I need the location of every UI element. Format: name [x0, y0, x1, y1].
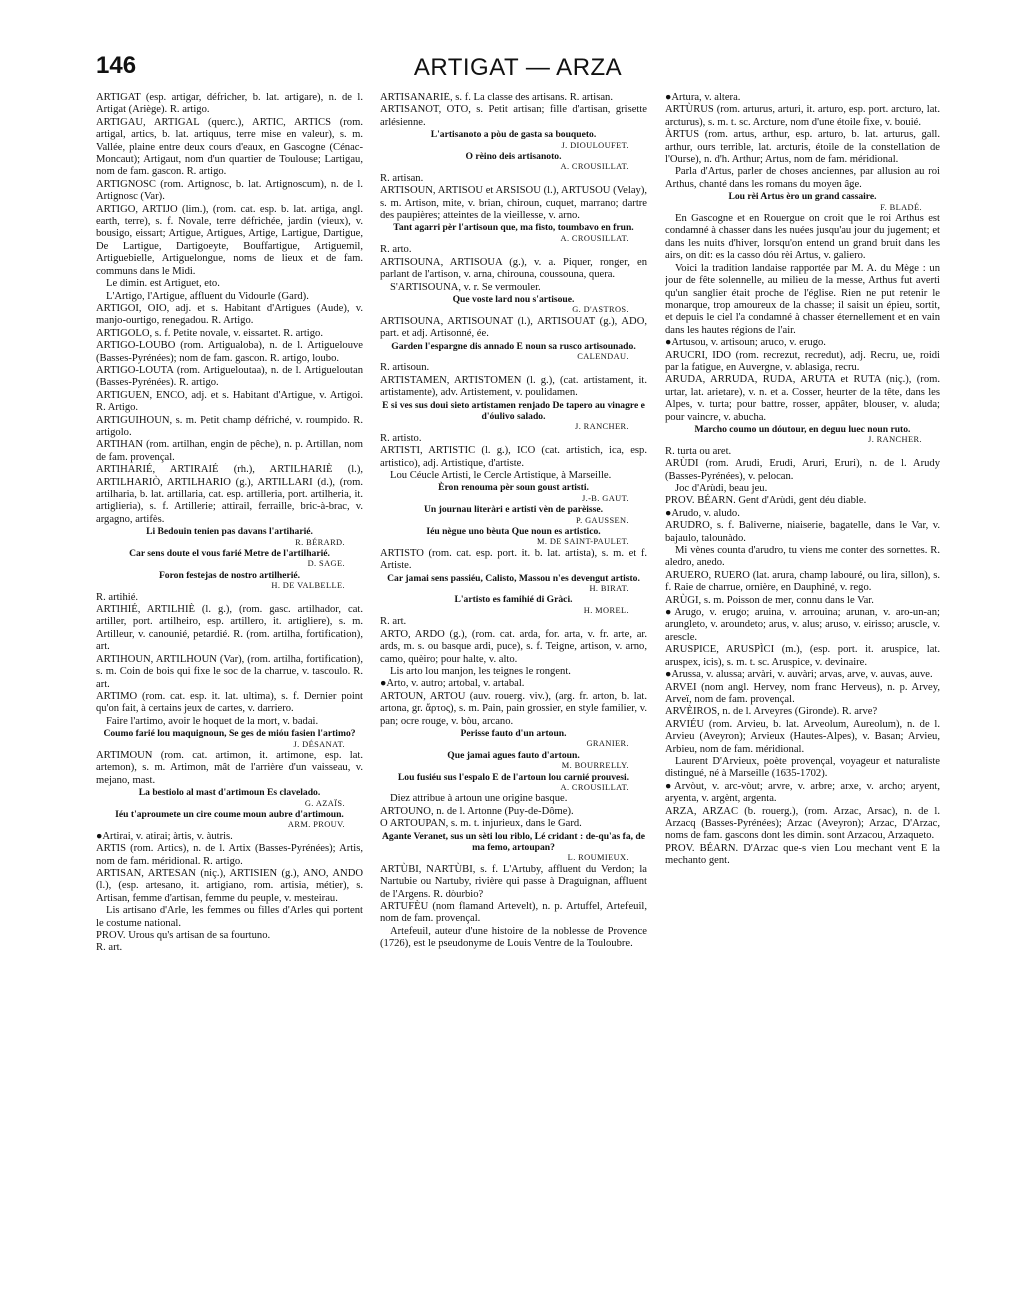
- citation-author: F. BLADÉ.: [880, 202, 922, 212]
- dictionary-entry: PROV. BÉARN. Gent d'Arùdi, gent déu diable.: [665, 495, 867, 507]
- dictionary-entry: ARTIGUEN, ENCO, adj. et s. Habitant d'Artigue, v. Artigoi. R. Artigo.: [96, 389, 363, 414]
- dictionary-entry: ARTIHIÉ, ARTILHIÈ (l. g.), (rom. gasc. artilhador, cat. artiller, port. artilheiro, esp. artillero, it. artigliere), s. m. Artilleur, v. canounié, petardié. R. (rom. artilha, fortification), art.: [96, 604, 363, 653]
- dictionary-entry: R. artisoun.: [380, 362, 430, 374]
- entry-note: Artefeuil, auteur d'une histoire de la noblesse de Provence (1726), est le pseudonyme de Louis Ventre de la Touloubre.: [380, 925, 647, 950]
- dictionary-entry: ARTIHAN (rom. artilhan, engin de pêche), n. p. Artillan, nom de fam. provençal.: [96, 439, 363, 463]
- dictionary-entry: R. artihié.: [96, 591, 139, 603]
- quotation: Car sens doute el vous farié Metre de l'artilharié.: [129, 548, 330, 560]
- entry-note: Laurent D'Arvieux, poète provençal, voyageur et naturaliste distingué, né à Marseille (1635-1702).: [665, 755, 940, 780]
- dictionary-entry: ARTIGNOSC (rom. Artignosc, b. lat. Artignoscum), n. de l. Artignosc (Var).: [96, 178, 363, 203]
- dictionary-entry: ARTIGOI, OIO, adj. et s. Habitant d'Artigues (Aude), v. manjo-ourtigo, renegadou. R. Artigo.: [96, 302, 363, 327]
- quotation: Tant agarri pèr l'artisoun que, ma fisto, toumbavo en frun.: [393, 222, 634, 234]
- dictionary-entry: ARTIS (rom. Artics), n. de l. Artix (Basses-Pyrénées); Artis, nom de fam. méridional. R. artigo.: [96, 843, 363, 867]
- dictionary-entry: ARTÙRUS (rom. arturus, arturi, it. arturo, esp. port. arcturo, lat. arcturus), s. m. t. sc. Arcture, nom d'une étoile fixe, v. bouié.: [665, 104, 940, 128]
- dictionary-entry: R. artisto.: [380, 432, 422, 444]
- page-number: 146: [96, 52, 137, 79]
- dictionary-entry: ARTOUNO, n. de l. Artonne (Puy-de-Dôme).: [380, 805, 574, 817]
- entry-note: Lis artisano d'Arle, les femmes ou filles d'Arles qui portent le costume national.: [96, 905, 363, 929]
- dictionary-entry: ARTIGUIHOUN, s. m. Petit champ défriché, v. roumpido. R. artigolo.: [96, 414, 363, 438]
- dictionary-entry: ARTISTO (rom. cat. esp. port. it. b. lat. artista), s. m. et f. Artiste.: [380, 547, 647, 572]
- entry-note: L'Artigo, l'Artigue, affluent du Vidourle (Gard).: [106, 290, 309, 302]
- quotation: Èron renouma pèr soun goust artisti.: [438, 482, 589, 494]
- dictionary-entry: ●Artusou, v. artisoun; aruco, v. erugo.: [665, 337, 826, 349]
- citation-author: J. RANCHER.: [868, 435, 922, 445]
- dictionary-entry: ARTIGO-LOUBO (rom. Artigualoba), n. de l. Artiguelouve (Basses-Pyrénées); nom de fam. gascon. R. artigo, loubo.: [96, 340, 363, 364]
- dictionary-entry: O ARTOUPAN, s. m. t. injurieux, dans le Gard.: [380, 818, 582, 830]
- dictionary-entry: ARUDRO, s. f. Baliverne, niaiserie, bagatelle, dans le Var, v. bajaulo, talounàdo.: [665, 520, 940, 544]
- dictionary-entry: ARTIHARIÉ, ARTIRAIÉ (rh.), ARTILHARIÈ (l.), ARTILHARIÒ, ARTILHARIO (g.), ARTILLARI (d.), (rom. artilharia, b. lat. artillaria, cat. esp. artilleria, port. artilheria, it. artiglieria), s. f. Artillerie; attirail, ferraille, bric-à-brac, v. argagno, artifès.: [96, 464, 363, 525]
- dictionary-entry: ARTIHOUN, ARTILHOUN (Var), (rom. artilha, fortification), s. m. Coin de bois qui fixe le soc de la charrue, v. tascoulo. R. art.: [96, 653, 363, 690]
- citation-author: GRANIER.: [586, 739, 629, 749]
- dictionary-entry: PROV. BÉARN. D'Arzac que-s vien Lou mechant vent E la mechanto gent.: [665, 842, 940, 867]
- quotation: O rèino deis artisanoto.: [465, 151, 562, 163]
- quotation: Iéu t'aproumete un cire coume moun aubre d'artimoun.: [115, 808, 344, 820]
- dictionary-entry: ARÙDI (rom. Arudi, Erudi, Aruri, Eruri), n. de l. Arudy (Basses-Pyrénées), v. pelocan.: [665, 458, 940, 482]
- dictionary-entry: ●Arudo, v. aludo.: [665, 507, 740, 519]
- entry-note: Faire l'artimo, avoir le hoquet de la mort, v. badai.: [106, 715, 319, 727]
- citation-author: J.-B. GAUT.: [581, 493, 629, 503]
- dictionary-entry: ARUCRI, IDO (rom. recrezut, recredut), adj. Recru, ue, roidi par la fatigue, en Auvergne, v. ablasiga, recru.: [665, 349, 940, 373]
- entry-note: Lou Céucle Artisti, le Cercle Artistique, à Marseille.: [390, 470, 612, 481]
- dictionary-entry: ●Arvòut, v. arc-vòut; arvre, v. arbre; arxe, v. archo; aryent, aryenta, v. argènt, argenta.: [665, 780, 940, 805]
- quotation: E si ves sus doui sieto artistamen renjado De tapero au vinagre e d'óulivo salado.: [382, 399, 645, 422]
- citation-author: H. BIRAT.: [589, 584, 629, 594]
- quotation: Marcho coumo un dóutour, en deguu luec noun ruto.: [694, 423, 911, 435]
- citation-author: L. ROUMIEUX.: [567, 853, 629, 863]
- citation-author: J. DIOULOUFET.: [561, 140, 629, 150]
- dictionary-entry: ARTIGAU, ARTIGAL (querc.), ARTIC, ARTICS (rom. artigal, artics, b. lat. artiquus, terre mise en valeur), s. m. Vallée, plaine entre deux cours d'eaux, en Gascogne (Cénac-Moncaut); Artigaut, nom d'un quartier de Toulouse; Lartigau, nom de fam. gascon. R. artigo.: [96, 116, 363, 178]
- dictionary-entry: ÀRTUS (rom. artus, arthur, esp. arturo, b. lat. arturus, gall. arthur, ours terrible, lat. arcturis, étoile de la constellation de l'Ourse), n. d'h. Arthur; Artus, nom de fam. méridional.: [665, 129, 940, 166]
- dictionary-entry: ARTISTI, ARTISTIC (l. g.), ICO (cat. artistich, ica, esp. artistico), adj. Artistique, d'artiste.: [380, 445, 647, 469]
- dictionary-entry: PROV. Urous qu's artisan de sa fourtuno.: [96, 930, 271, 942]
- dictionary-entry: ARTIMO (rom. cat. esp. it. lat. ultima), s. f. Dernier point qu'on fait, à certains jeux de cartes, v. darriero.: [96, 690, 363, 715]
- dictionary-entry: ARTISOUN, ARTISOU et ARSISOU (l.), ARTUSOU (Velay), s. m. Artison, mite, v. brian, chiroun, cuquet, marrano; dartre des paupières; atteintes de la vieillesse, v. arno.: [380, 185, 647, 222]
- dictionary-entry: ARZA, ARZAC (b. rouerg.), (rom. Arzac, Arsac), n. de l. Arzacq (Basses-Pyrénées); Arzac (Aveyron); Arzac, D'Arzac, noms de fam. gascons dont les dimin. sont Arzacou, Arzaqueto.: [665, 805, 940, 842]
- dictionary-entry: R. art.: [96, 942, 123, 954]
- dictionary-entry: ARÙGI, s. m. Poisson de mer, connu dans le Var.: [665, 594, 874, 606]
- dictionary-entry: ARVIÉU (rom. Arvieu, b. lat. Arveolum, Aureolum), n. de l. Arvieu (Aveyron); Arvieux (Hautes-Alpes), v. Basan; Arvieu, Arbieu, nom de fam. méridional.: [665, 718, 940, 755]
- dictionary-entry: ●Arussa, v. alussa; arvàri, v. auvàri; arvas, arve, v. auvas, auve.: [665, 669, 933, 681]
- citation-author: J. RANCHER.: [575, 422, 629, 432]
- dictionary-entry: ARUSPICE, ARUSPÌCI (m.), (esp. port. it. aruspice, lat. aruspex, icis), s. m. t. sc. Aruspice, v. devinaire.: [665, 644, 940, 668]
- dictionary-entry: ARTIGAT (esp. artigar, défricher, b. lat. artigare), n. de l. Artigat (Ariège). R. artigo.: [96, 92, 363, 116]
- citation-author: M. DE SAINT-PAULET.: [537, 537, 629, 547]
- quotation: L'artisto es famihié di Gràci.: [454, 594, 573, 606]
- citation-author: H. MOREL.: [583, 605, 629, 615]
- dictionary-entry: ARTIMOUN (rom. cat. artimon, it. artimone, esp. lat. artemon), s. m. Artimon, mât de l'arrière d'un vaisseau, v. mejano, mast.: [96, 749, 363, 786]
- citation-author: M. BOURRELLY.: [561, 761, 629, 771]
- quotation: Que voste lard nou s'artisoue.: [452, 293, 575, 305]
- citation-author: A. CROUSILLAT.: [560, 782, 629, 792]
- column-left: [96, 92, 363, 955]
- column-right: [665, 92, 940, 868]
- dictionary-entry: ARTO, ARDO (g.), (rom. cat. arda, for. arta, v. fr. arte, ar. ards, m. s. ou basque ardi, puce), s. f. Teigne, artison, v. arno, camo, quèiro; pour halte, v. alto.: [380, 628, 647, 665]
- running-title: ARTIGAT — ARZA: [413, 54, 623, 81]
- dictionary-entry: ARTUFÈU (nom flamand Artevelt), n. p. Artuffel, Artefeuil, nom de fam. provençal.: [380, 901, 647, 925]
- dictionary-entry: ARTIGOLO, s. f. Petite novale, v. eissartet. R. artigo.: [96, 327, 323, 339]
- quotation: Agante Veranet, sus un sèti lou riblo, Lé cridant : de-qu'as fa, de ma femo, artoupan?: [381, 830, 646, 853]
- dictionary-entry: ARTISOUNA, ARTISOUNAT (l.), ARTISOUAT (g.), ADO, part. et adj. Artisonné, ée.: [380, 315, 647, 340]
- entry-note: En Gascogne et en Rouergue on croit que le roi Arthus est condamné à chasser dans les nuées jusqu'au jour du jugement; et dans les nuits d'hiver, lorsqu'on entend un grand bruit dans les airs, on dit: es la casso dóu rèi Artus, v. galiero.: [665, 213, 940, 262]
- quotation: Que jamai agues fauto d'artoun.: [447, 749, 580, 761]
- citation-author: A. CROUSILLAT.: [560, 162, 629, 172]
- entry-note: S'ARTISOUNA, v. r. Se vermouler.: [390, 281, 541, 293]
- quotation: Lou rèi Artus èro un grand cassaire.: [728, 191, 877, 203]
- dictionary-entry: ARTISANARIÉ, s. f. La classe des artisans. R. artisan.: [380, 92, 613, 103]
- entry-note: Le dimin. est Artiguet, eto.: [106, 278, 220, 290]
- citation-author: G. AZAÏS.: [304, 798, 345, 808]
- dictionary-entry: R. arto.: [380, 244, 412, 256]
- citation-author: A. CROUSILLAT.: [560, 233, 629, 243]
- dictionary-entry: ARTOUN, ARTOU (auv. rouerg. viv.), (arg. fr. arton, b. lat. artona, gr. ἄρτος), s. m. Pain, pain grossier, en style familier, v. pan; ocre rouge, v. bòu, arcano.: [380, 690, 647, 727]
- citation-author: H. DE VALBELLE.: [271, 581, 345, 591]
- dictionary-entry: ARTIGO-LOUTA (rom. Artigueloutaa), n. de l. Artigueloutan (Basses-Pyrénées). R. artigo.: [96, 364, 363, 389]
- quotation: Coumo farié lou maquignoun, Se ges de mióu fasien l'artimo?: [103, 728, 356, 740]
- dictionary-entry: ARTIGO, ARTIJO (lim.), (rom. cat. esp. b. lat. artiga, angl. earth, terre), s. f. Novale, terre défrichée, jardin (vieux), v. bousigo, eissart; Artigue, Artigues, Artige, Lartigue, Dartigue, De Lartigue, Dartigoeyte, Bouffartigue, Artiguemil, Artiguebielle, Artiguelongue, noms de lieux et de fam. communs dans le Midi.: [96, 203, 363, 277]
- citation-author: R. BÉRARD.: [295, 537, 345, 547]
- quotation: Un journau literàri e artisti vèn de parèisse.: [423, 504, 604, 516]
- dictionary-entry: ●Arto, v. autro; artobal, v. artabal.: [380, 678, 525, 690]
- quotation: Car jamai sens passiéu, Calisto, Massou n'es devengut artisto.: [387, 572, 640, 584]
- dictionary-entry: ARUERO, RUERO (lat. arura, champ labouré, ou lira, sillon), s. f. Raie de charrue, ornière, en Dauphiné, v. rego.: [665, 569, 940, 594]
- quotation: Perisse fauto d'un artoun.: [460, 727, 567, 739]
- page-header: [96, 52, 940, 86]
- entry-note: Parla d'Artus, parler de choses anciennes, par allusion au roi Arthus, chanté dans les romans du moyen âge.: [665, 166, 940, 190]
- dictionary-entry: ARTISOUNA, ARTISOUA (g.), v. a. Piquer, ronger, en parlant de l'artison, v. arna, chirouna, coussouna, quera.: [380, 256, 647, 281]
- entry-note: Mi vènes counta d'arudro, tu viens me conter des sornettes. R. aledro, anedo.: [665, 545, 940, 569]
- quotation: La bestiolo al mast d'artimoun Es clavelado.: [138, 787, 321, 799]
- dictionary-entry: ARTÙBI, NARTÙBI, s. f. L'Artuby, affluent du Verdon; la Nartubie ou Nartuby, rivière qui passe à Draguignan, affluent de l'Argens. R. dòurbio?: [380, 863, 647, 900]
- quotation: Lou fusiéu sus l'espalo E de l'artoun lou carnié prouvesi.: [397, 771, 630, 783]
- citation-author: J. DÉSANAT.: [293, 739, 345, 749]
- quotation: Iéu nègue uno bèuta Que noun es artistico.: [426, 526, 601, 538]
- quotation: L'artisanoto a pòu de gasta sa bouqueto.: [430, 129, 597, 141]
- dictionary-entry: ARVÈIROS, n. de l. Arveyres (Gironde). R. arve?: [665, 706, 878, 718]
- dictionary-entry: ARTISAN, ARTESAN (niç.), ARTISIEN (g.), ANO, ANDO (l.), (esp. artesano, it. artigiano, rom. artisia, métier), s. Artisan, femme d'artisan, femme du peuple, v. mesteirau.: [96, 868, 363, 904]
- citation-author: D. SAGE.: [307, 559, 345, 569]
- quotation: Garden l'espargne dis annado E noun sa rusco artisounado.: [391, 340, 636, 352]
- quotation: Foron festejas de nostro artilherié.: [158, 569, 301, 581]
- dictionary-entry: ARTISTAMEN, ARTISTOMEN (l. g.), (cat. artistament, it. artistamente), adv. Artistement, v. poulidamen.: [380, 374, 647, 399]
- citation-author: CALENDAU.: [577, 351, 629, 361]
- dictionary-entry: R. artisan.: [380, 172, 424, 184]
- dictionary-entry: R. turta ou aret.: [665, 445, 732, 457]
- entry-note: Diez attribue à artoun une origine basque.: [390, 793, 568, 805]
- entry-note: Joc d'Arùdi, beau jeu.: [675, 483, 768, 494]
- citation-author: ARM. PROUV.: [287, 820, 345, 830]
- citation-author: G. D'ASTROS.: [572, 305, 629, 315]
- dictionary-entry: R. art.: [380, 616, 407, 628]
- quotation: Li Bedouin tenien pas davans l'artiharié.: [146, 526, 313, 538]
- citation-author: P. GAUSSEN.: [575, 515, 629, 525]
- entry-note: Lis arto lou manjon, les teignes le rongent.: [390, 665, 571, 677]
- dictionary-entry: ●Artura, v. altera.: [665, 92, 741, 103]
- dictionary-entry: ●Arugo, v. erugo; aruina, v. arrouina; arunan, v. aro-un-an; arungleto, v. aroundeto; arus, v. alus; aruso, v. eirisso; aruscle, v. arescle.: [665, 607, 940, 643]
- dictionary-entry: ARUDA, ARRUDA, RUDA, ARUTA et RUTA (niç.), (rom. urtar, lat. arietare), v. n. et a. Cosser, heurter de la tête, dans les Alpes, v. turta; pour battre, rosser, appâter, blouser, v. aluda; pour vaincre, v. abucha.: [665, 374, 940, 423]
- dictionary-entry: ARTISANOT, OTO, s. Petit artisan; fille d'artisan, grisette arlésienne.: [380, 104, 647, 128]
- entry-note: Voici la tradition landaise rapportée par M. A. du Mège : un jour de fête solennelle, au milieu de la messe, Arthus fut averti qu'un sanglier était proche de l'église. Rien ne put retenir le monarque, trop amoureux de la chasse; il saisit un épieu, sortit, et depuis le ciel l'a condamné à chasser éternellement et en vain dans les hautes régions de l'air.: [665, 262, 940, 336]
- dictionary-entry: ●Artirai, v. atirai; àrtis, v. àutris.: [96, 830, 233, 842]
- column-middle: [380, 92, 647, 951]
- dictionary-entry: ARVEI (nom angl. Hervey, nom franc Herveus), n. p. Arvey, Arveï, nom de fam. provençal.: [665, 681, 940, 705]
